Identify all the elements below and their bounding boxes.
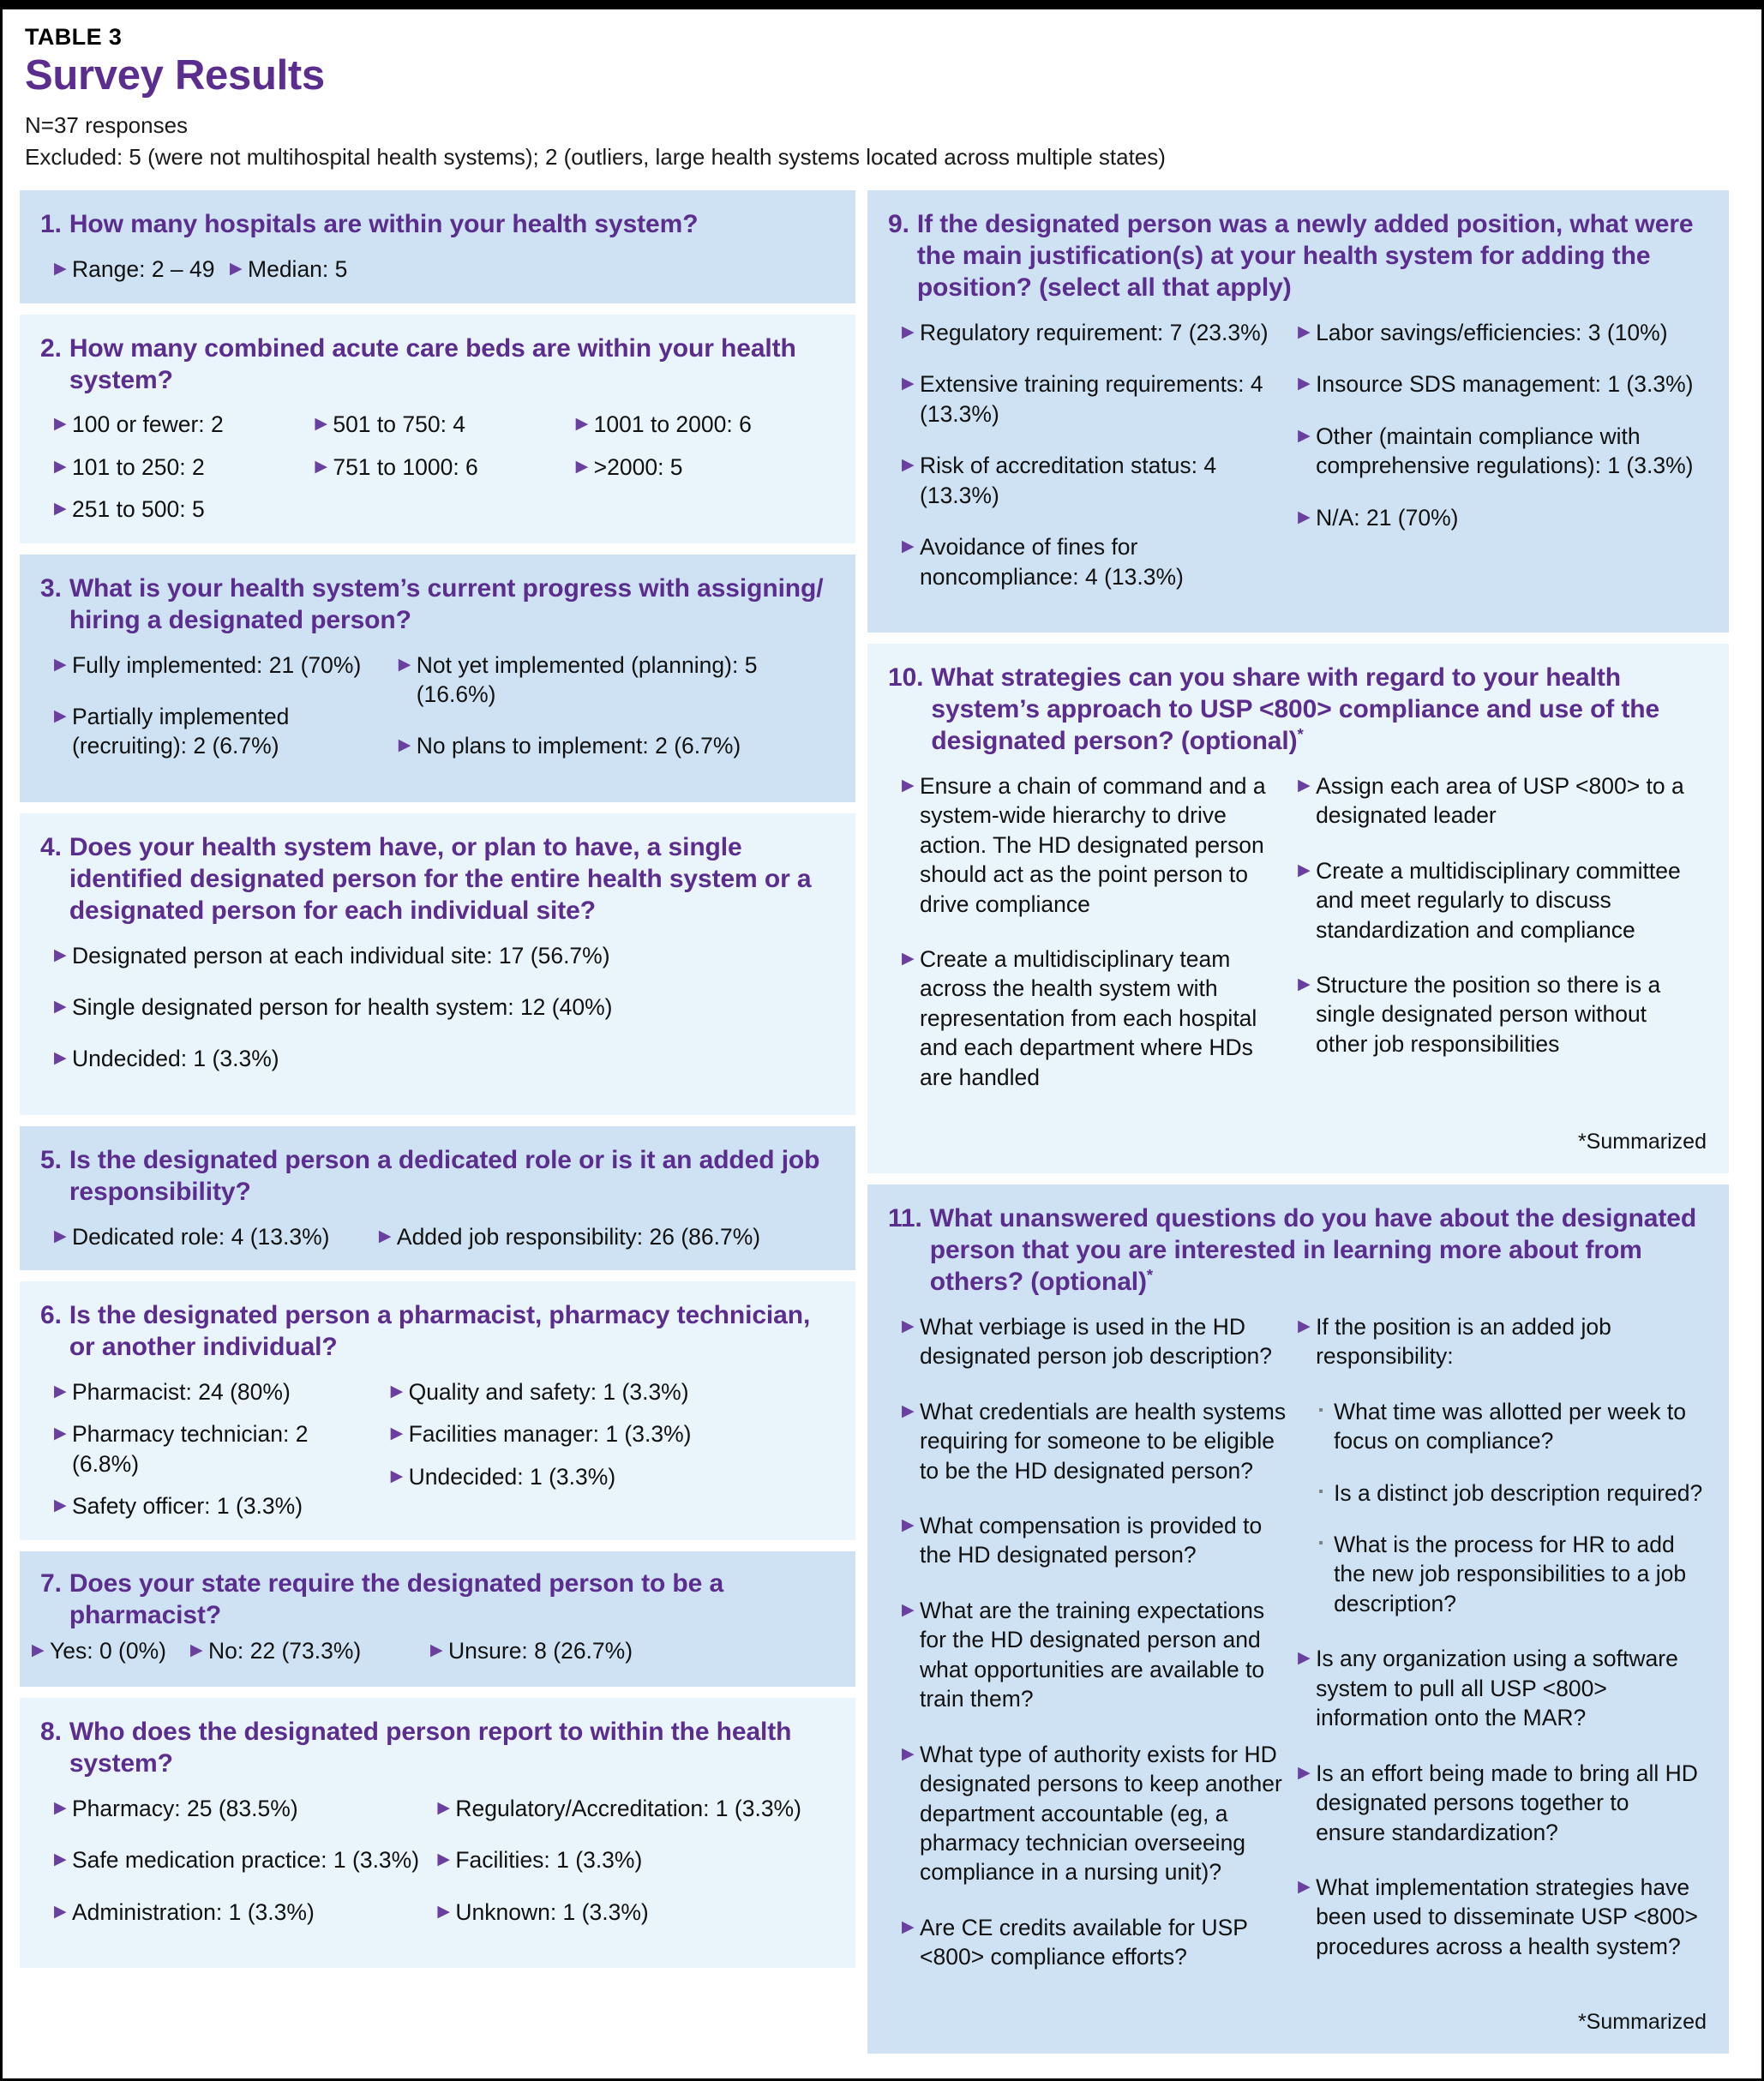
answer-item	[576, 410, 837, 439]
question-body-9	[888, 318, 1710, 614]
arrow-bullet-icon: ▶	[902, 537, 915, 556]
question-text: Does your state require the designated person to be a pharmacist?	[69, 1568, 724, 1629]
answer-text: Regulatory requirement: 7 (23.3%)	[920, 320, 1269, 346]
arrow-bullet-icon: ▶	[54, 707, 67, 726]
answer-item	[32, 1636, 190, 1665]
arrow-bullet-icon: ▶	[902, 456, 915, 475]
arrow-bullet-icon: ▶	[902, 1516, 915, 1535]
question-number: 11.	[888, 1204, 922, 1233]
square-bullet-icon: ▪	[1318, 1484, 1323, 1499]
answer-text: N/A: 21 (70%)	[1316, 504, 1459, 531]
answer-text: Safe medication practice: 1 (3.3%)	[72, 1847, 420, 1874]
footnote-marker: *	[1146, 1265, 1154, 1284]
arrow-bullet-icon: ▶	[54, 457, 67, 476]
question-card-1	[20, 190, 855, 303]
response-count-note: N=37 responses	[25, 111, 189, 138]
sub-answer-item	[1318, 1530, 1710, 1618]
arrow-bullet-icon: ▶	[902, 949, 915, 968]
arrow-bullet-icon: ▶	[390, 1466, 404, 1485]
answer-text: If the position is an added job responsibility:	[1316, 1313, 1611, 1370]
arrow-bullet-icon: ▶	[1298, 861, 1311, 879]
arrow-bullet-icon: ▶	[54, 260, 67, 279]
arrow-bullet-icon: ▶	[1298, 776, 1311, 795]
question-number: 7.	[40, 1568, 62, 1598]
answer-text: No: 22 (73.3%)	[208, 1638, 362, 1664]
answer-item	[379, 1222, 837, 1251]
arrow-bullet-icon: ▶	[575, 415, 589, 434]
answer-text: 501 to 750: 4	[333, 411, 466, 438]
arrow-bullet-icon: ▶	[54, 1424, 67, 1443]
arrow-bullet-icon: ▶	[1298, 1649, 1311, 1668]
question-heading-1	[40, 209, 837, 241]
answer-text: Avoidance of fines for noncompliance: 4 (13.3%)	[920, 534, 1184, 590]
question-body-2	[40, 410, 837, 524]
answer-item	[54, 1377, 391, 1406]
answer-row	[32, 1636, 837, 1665]
question-number: 5.	[40, 1145, 62, 1174]
answer-text: Ensure a chain of command and a system-wide hierarchy to drive action. The HD designated person should act as the point person to drive compliance	[920, 772, 1266, 917]
arrow-bullet-icon: ▶	[1298, 426, 1311, 445]
answer-item	[54, 651, 399, 680]
answer-row	[54, 255, 837, 284]
answer-item	[315, 453, 575, 482]
question-card-9	[867, 190, 1729, 633]
answer-item	[1298, 369, 1710, 399]
arrow-bullet-icon: ▶	[437, 1798, 450, 1817]
answer-text: Undecided: 1 (3.3%)	[72, 1046, 279, 1072]
arrow-bullet-icon: ▶	[230, 260, 243, 279]
answer-item	[230, 255, 357, 284]
answer-column	[1298, 771, 1710, 1085]
answer-columns	[54, 651, 837, 783]
question-card-6	[20, 1281, 855, 1540]
arrow-bullet-icon: ▶	[1298, 375, 1311, 393]
question-text	[930, 1203, 1710, 1298]
sub-answer-text: What time was allotted per week to focus on compliance?	[1334, 1398, 1686, 1454]
arrow-bullet-icon: ▶	[1298, 1316, 1311, 1335]
answer-item	[576, 453, 837, 482]
answer-item	[54, 1845, 437, 1874]
answer-text: Dedicated role: 4 (13.3%)	[72, 1223, 330, 1250]
arrow-bullet-icon: ▶	[54, 655, 67, 674]
arrow-bullet-icon: ▶	[315, 415, 327, 434]
answer-item	[1298, 1759, 1710, 1847]
question-card-11	[867, 1184, 1729, 2054]
answer-item	[902, 945, 1298, 1092]
question-heading-10	[888, 663, 1710, 758]
answer-item	[902, 532, 1298, 591]
arrow-bullet-icon: ▶	[54, 1382, 67, 1400]
answer-columns	[54, 1222, 837, 1251]
answer-text: Insource SDS management: 1 (3.3%)	[1316, 371, 1694, 398]
results-columns	[3, 178, 1761, 2078]
answer-text: Administration: 1 (3.3%)	[72, 1898, 315, 1925]
answer-item	[1298, 1312, 1710, 1371]
answer-column	[54, 1377, 391, 1521]
page-title: Survey Results	[25, 51, 325, 99]
arrow-bullet-icon: ▶	[1298, 1763, 1311, 1782]
question-heading-8	[40, 1717, 837, 1780]
question-card-5	[20, 1126, 855, 1270]
answer-item	[902, 1913, 1298, 1972]
answer-item	[54, 993, 837, 1022]
answer-text: What implementation strategies have been used to disseminate USP <800> procedures across a health system?	[1316, 1874, 1698, 1959]
question-number: 4.	[40, 832, 62, 861]
arrow-bullet-icon: ▶	[390, 1424, 404, 1443]
answer-text: Structure the position so there is a single designated person without other job responsibilities	[1316, 971, 1661, 1057]
sub-answer-list	[1318, 1397, 1710, 1619]
answer-column	[391, 1377, 837, 1491]
answer-item	[391, 1462, 837, 1491]
arrow-bullet-icon: ▶	[1298, 323, 1311, 342]
answer-text: >2000: 5	[593, 453, 683, 480]
answer-column	[54, 1222, 379, 1251]
answer-text: 1001 to 2000: 6	[593, 411, 752, 438]
arrow-bullet-icon: ▶	[378, 1226, 392, 1245]
answer-item	[1298, 1873, 1710, 1961]
answer-item	[430, 1636, 643, 1665]
table-header	[3, 9, 1761, 178]
answer-columns	[902, 318, 1710, 614]
arrow-bullet-icon: ▶	[54, 1226, 67, 1245]
answer-text: 751 to 1000: 6	[333, 453, 478, 480]
question-heading-2	[40, 333, 837, 397]
answer-item	[391, 1377, 837, 1406]
answer-item	[315, 410, 575, 439]
answer-item	[54, 941, 837, 970]
answer-item	[391, 1419, 837, 1448]
answer-text: Create a multidisciplinary team across the health system with representation from each hospital and each department where HDs are handled	[920, 945, 1257, 1090]
question-heading-9	[888, 209, 1710, 304]
arrow-bullet-icon: ▶	[1298, 1877, 1311, 1896]
question-text-main: What strategies can you share with regard to your health system’s approach to USP <800> compliance and use of the designated person? (optional)	[931, 663, 1660, 755]
answer-item	[902, 369, 1298, 429]
arrow-bullet-icon: ▶	[902, 1744, 915, 1763]
answer-item	[190, 1636, 430, 1665]
answer-text: What compensation is provided to the HD designated person?	[920, 1513, 1263, 1568]
arrow-bullet-icon: ▶	[54, 1902, 67, 1921]
answer-item	[399, 731, 837, 760]
question-text: Does your health system have, or plan to have, a single identified designated person for the entire health system or a designated person for each individual site?	[69, 832, 812, 925]
square-bullet-icon: ▪	[1318, 1536, 1323, 1551]
arrow-bullet-icon: ▶	[437, 1850, 450, 1869]
answer-item	[1298, 422, 1710, 481]
answer-text: Facilities: 1 (3.3%)	[455, 1847, 643, 1874]
answer-text: Pharmacy: 25 (83.5%)	[72, 1795, 298, 1821]
question-text	[931, 663, 1710, 758]
answer-column	[315, 410, 575, 482]
answer-item	[54, 702, 399, 761]
question-text: How many hospitals are within your health system?	[69, 210, 699, 239]
sub-answer-text: What is the process for HR to add the new job responsibilities to a job description?	[1334, 1532, 1687, 1616]
answer-text: Regulatory/Accreditation: 1 (3.3%)	[455, 1795, 801, 1821]
answer-item	[54, 1222, 379, 1251]
answer-text: Added job responsibility: 26 (86.7%)	[396, 1223, 761, 1250]
answer-column	[1298, 318, 1710, 555]
answer-text: Undecided: 1 (3.3%)	[408, 1463, 616, 1490]
answer-column	[576, 410, 837, 482]
arrow-bullet-icon: ▶	[54, 1496, 67, 1515]
footnote-marker: *	[1297, 724, 1304, 743]
question-body-10	[888, 771, 1710, 1154]
question-card-2	[20, 315, 855, 543]
arrow-bullet-icon: ▶	[398, 736, 411, 755]
answer-column	[54, 941, 837, 1074]
question-number: 6.	[40, 1301, 62, 1330]
arrow-bullet-icon: ▶	[54, 945, 67, 964]
summarized-footnote: *Summarized	[1577, 1130, 1707, 1154]
answer-text: What credentials are health systems requiring for someone to be eligible to be the HD designated person?	[920, 1398, 1287, 1484]
question-number: 3.	[40, 573, 62, 603]
answer-text: Risk of accreditation status: 4 (13.3%)	[920, 453, 1217, 508]
question-text: If the designated person was a newly added position, what were the main justification(s) at your health system for adding the position? (select all that apply)	[916, 210, 1694, 303]
question-card-3	[20, 555, 855, 802]
arrow-bullet-icon: ▶	[1298, 975, 1311, 993]
arrow-bullet-icon: ▶	[32, 1641, 45, 1660]
arrow-bullet-icon: ▶	[54, 998, 67, 1016]
answer-column	[54, 410, 315, 524]
table-kicker: TABLE 3	[25, 24, 123, 50]
arrow-bullet-icon: ▶	[1298, 507, 1311, 526]
answer-text: Unsure: 8 (26.7%)	[448, 1638, 633, 1664]
answer-item	[54, 1898, 437, 1927]
answer-column	[399, 651, 837, 783]
left-column	[20, 190, 855, 1979]
answer-item	[54, 410, 315, 439]
question-heading-3	[40, 573, 837, 637]
answer-item	[54, 1491, 391, 1520]
answer-item	[1298, 970, 1710, 1058]
question-body-1	[40, 255, 837, 284]
question-card-10	[867, 644, 1729, 1173]
answer-text: No plans to implement: 2 (6.7%)	[416, 733, 741, 759]
answer-text: Quality and safety: 1 (3.3%)	[408, 1378, 689, 1405]
question-number: 2.	[40, 333, 62, 363]
answer-columns	[902, 1312, 1710, 1998]
answer-text: Pharmacy technician: 2 (6.8%)	[72, 1421, 309, 1477]
question-card-4	[20, 813, 855, 1115]
right-column	[867, 190, 1729, 2064]
answer-item	[399, 651, 837, 710]
arrow-bullet-icon: ▶	[437, 1902, 450, 1921]
square-bullet-icon: ▪	[1318, 1402, 1323, 1418]
answer-text: Create a multidisciplinary committee and meet regularly to discuss standardization and compliance	[1316, 857, 1681, 943]
question-number: 10.	[888, 663, 924, 693]
answer-column	[902, 318, 1298, 614]
answer-item	[54, 1419, 391, 1478]
answer-columns	[54, 1377, 837, 1521]
question-number: 8.	[40, 1717, 62, 1746]
answer-text: Facilities manager: 1 (3.3%)	[408, 1421, 692, 1448]
arrow-bullet-icon: ▶	[902, 776, 915, 795]
arrow-bullet-icon: ▶	[430, 1641, 443, 1660]
answer-text: Not yet implemented (planning): 5 (16.6%)	[416, 651, 758, 708]
arrow-bullet-icon: ▶	[190, 1641, 203, 1660]
answer-text: Other (maintain compliance with comprehensive regulations): 1 (3.3%)	[1316, 423, 1694, 479]
arrow-bullet-icon: ▶	[902, 1316, 915, 1335]
arrow-bullet-icon: ▶	[398, 655, 411, 674]
question-text: How many combined acute care beds are within your health system?	[69, 333, 796, 394]
summarized-footnote: *Summarized	[1577, 2009, 1707, 2034]
answer-text: Median: 5	[248, 256, 348, 283]
answer-text: 251 to 500: 5	[72, 496, 205, 523]
answer-item	[902, 318, 1298, 347]
answer-text: Fully implemented: 21 (70%)	[72, 651, 362, 678]
answer-text: Extensive training requirements: 4 (13.3%)	[920, 371, 1263, 427]
question-heading-4	[40, 832, 837, 927]
answer-item	[437, 1898, 837, 1927]
arrow-bullet-icon: ▶	[902, 323, 915, 342]
answer-item	[902, 1596, 1298, 1714]
question-card-8	[20, 1698, 855, 1968]
arrow-bullet-icon: ▶	[54, 415, 67, 434]
question-heading-5	[40, 1145, 837, 1208]
answer-text: Unknown: 1 (3.3%)	[455, 1898, 649, 1925]
answer-column	[902, 771, 1298, 1118]
arrow-bullet-icon: ▶	[902, 1917, 915, 1936]
question-body-4	[40, 941, 837, 1074]
arrow-bullet-icon: ▶	[54, 500, 67, 519]
answer-column	[379, 1222, 837, 1251]
arrow-bullet-icon: ▶	[902, 1401, 915, 1420]
question-heading-11	[888, 1203, 1710, 1298]
question-number: 1.	[40, 210, 62, 239]
answer-item	[1298, 503, 1710, 532]
question-text: What is your health system’s current progress with assigning/ hiring a designated person?	[69, 573, 824, 634]
answer-text: Is an effort being made to bring all HD designated persons together to ensure standardization?	[1316, 1760, 1698, 1845]
answer-text: What are the training expectations for the HD designated person and what opportunities are available to train them?	[920, 1597, 1265, 1712]
answer-column	[437, 1794, 837, 1949]
exclusion-note: Excluded: 5 (were not multihospital health systems); 2 (outliers, large health systems located across multiple states)	[25, 144, 1166, 171]
question-text: Who does the designated person report to within the health system?	[69, 1717, 792, 1778]
answer-text: 101 to 250: 2	[72, 453, 205, 480]
answer-item	[1298, 771, 1710, 831]
answer-item	[54, 453, 315, 482]
answer-item	[902, 1511, 1298, 1570]
answer-column	[1298, 1312, 1710, 1987]
answer-text: Designated person at each individual site: 17 (56.7%)	[72, 942, 610, 969]
question-card-7	[20, 1551, 855, 1687]
answer-item	[902, 1397, 1298, 1485]
arrow-bullet-icon: ▶	[390, 1382, 404, 1400]
answer-item	[54, 495, 315, 524]
question-body-6	[40, 1377, 837, 1521]
answer-item	[902, 1312, 1298, 1371]
answer-columns	[54, 410, 837, 524]
arrow-bullet-icon: ▶	[575, 457, 589, 476]
sub-answer-text: Is a distinct job description required?	[1334, 1479, 1703, 1506]
answer-text: 100 or fewer: 2	[72, 411, 224, 438]
answer-item	[54, 1794, 437, 1823]
answer-text: Are CE credits available for USP <800> compliance efforts?	[920, 1914, 1248, 1970]
answer-text: Labor savings/efficiencies: 3 (10%)	[1316, 320, 1668, 346]
sub-answer-item	[1318, 1478, 1710, 1508]
question-text: Is the designated person a dedicated role or is it an added job responsibility?	[69, 1145, 820, 1206]
arrow-bullet-icon: ▶	[54, 1798, 67, 1817]
answer-text: Single designated person for health system: 12 (40%)	[72, 994, 613, 1020]
answer-text: Yes: 0 (0%)	[50, 1638, 167, 1664]
answer-item	[902, 771, 1298, 919]
question-body-7	[32, 1636, 837, 1665]
question-body-8	[40, 1794, 837, 1949]
answer-columns	[54, 1794, 837, 1949]
answer-text: What type of authority exists for HD designated persons to keep another department accountable (eg, a pharmacy technician overseeing compliance in a nursing unit)?	[920, 1741, 1282, 1886]
question-text-main: What unanswered questions do you have about the designated person that you are interested in learning more about from others? (optional)	[929, 1204, 1697, 1296]
answer-item	[1298, 318, 1710, 347]
arrow-bullet-icon: ▶	[54, 1049, 67, 1068]
answer-item	[1298, 1644, 1710, 1732]
answer-text: Safety officer: 1 (3.3%)	[72, 1493, 303, 1520]
answer-item	[437, 1845, 837, 1874]
arrow-bullet-icon: ▶	[54, 1850, 67, 1869]
question-heading-7	[32, 1568, 837, 1632]
answer-text: Pharmacist: 24 (80%)	[72, 1378, 291, 1405]
answer-item	[902, 451, 1298, 510]
sub-answer-item	[1318, 1397, 1710, 1456]
arrow-bullet-icon: ▶	[902, 1600, 915, 1619]
answer-text: Assign each area of USP <800> to a designated leader	[1316, 772, 1684, 829]
question-body-3	[40, 651, 837, 783]
answer-item	[54, 255, 230, 284]
answer-column	[902, 1312, 1298, 1998]
question-number: 9.	[888, 210, 909, 239]
question-body-11	[888, 1312, 1710, 2035]
answer-columns	[902, 771, 1710, 1118]
answer-text: Partially implemented (recruiting): 2 (6.7%)	[72, 704, 290, 759]
answer-text: Range: 2 – 49	[72, 256, 215, 283]
answer-item	[54, 1044, 837, 1073]
answer-text: Is any organization using a software system to pull all USP <800> information onto the MAR?	[1316, 1646, 1678, 1731]
answer-column	[54, 651, 399, 783]
question-heading-6	[40, 1300, 837, 1364]
answer-item	[437, 1794, 837, 1823]
question-body-5	[40, 1222, 837, 1251]
arrow-bullet-icon: ▶	[315, 457, 327, 476]
answer-item	[902, 1740, 1298, 1887]
answer-column	[54, 1794, 437, 1949]
answer-item	[1298, 856, 1710, 945]
answer-text: What verbiage is used in the HD designated person job description?	[920, 1313, 1273, 1370]
question-text: Is the designated person a pharmacist, pharmacy technician, or another individual?	[69, 1301, 811, 1361]
arrow-bullet-icon: ▶	[902, 375, 915, 393]
